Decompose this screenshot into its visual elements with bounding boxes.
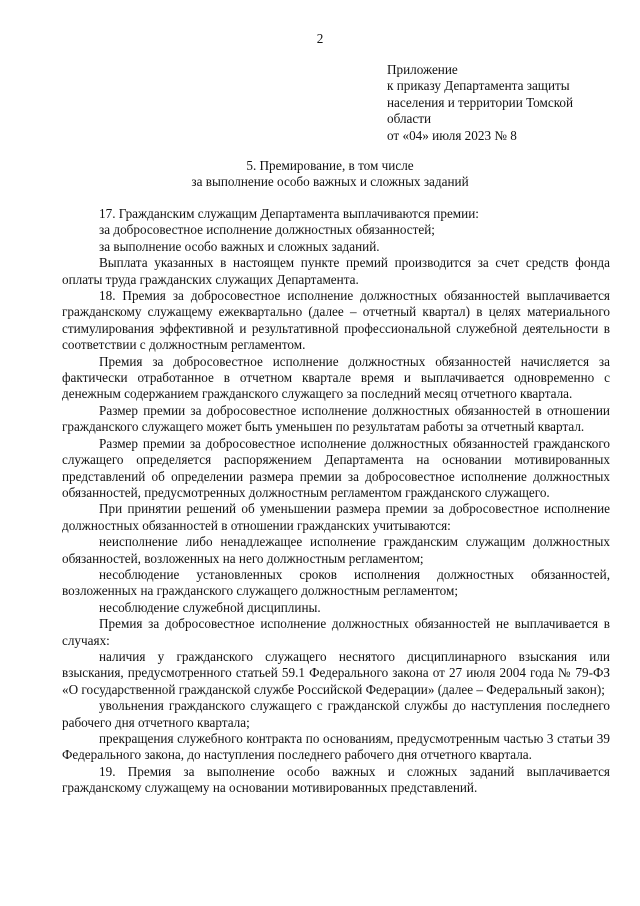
section-title-line: 5. Премирование, в том числе (246, 158, 414, 173)
paragraph: 17. Гражданским служащим Департамента выплачиваются премии: (99, 206, 479, 221)
section-heading (90, 158, 570, 191)
paragraph: несоблюдение установленных сроков исполнения должностных обязанностей, возложенных на гражданского служащего должностным регламентом; (62, 566, 610, 599)
document-body (62, 206, 610, 797)
paragraph: Выплата указанных в настоящем пункте премий производится за счет средств фонда оплаты труда гражданских служащих Департамента. (62, 255, 610, 287)
paragraph: наличия у гражданского служащего неснятого дисциплинарного взыскания или взыскания, предусмотренного статьей 59.1 Федерального закона от 27 июля 2004 года № 79-ФЗ «О государственной гражданской службе Российской Федерации» (далее – Федеральный закон); (62, 648, 610, 697)
paragraph: Размер премии за добросовестное исполнение должностных обязанностей в отношении гражданского служащего может быть уменьшен по результатам работы за отчетный квартал. (62, 402, 610, 435)
paragraph: несоблюдение служебной дисциплины. (99, 599, 321, 615)
paragraph: прекращения служебного контракта по основаниям, предусмотренным частью 3 статьи 39 Федерального закона, до наступления последнего рабочего дня отчетного квартала. (62, 731, 610, 763)
paragraph: Премия за добросовестное исполнение должностных обязанностей начисляется за фактически отработанное в отчетном квартале время и выплачивается одновременно с денежным содержанием гражданского служащего за последний месяц отчетного квартала. (62, 353, 610, 402)
paragraph: увольнения гражданского служащего с гражданской службы до наступления последнего рабочего дня отчетного квартала; (62, 698, 610, 730)
appendix-block (387, 62, 627, 144)
paragraph: неисполнение либо ненадлежащее исполнение гражданским служащим должностных обязанностей, возложенных на него должностным регламентом; (62, 534, 610, 566)
appendix-line: к приказу Департамента защиты (387, 78, 570, 94)
paragraph: за добросовестное исполнение должностных обязанностей; (99, 222, 435, 238)
section-title-line: за выполнение особо важных и сложных заданий (191, 174, 469, 190)
appendix-line: от «04» июля 2023 № 8 (387, 127, 517, 143)
page-number: 2 (316, 31, 324, 46)
appendix-line: Приложение (387, 62, 458, 77)
paragraph: 19. Премия за выполнение особо важных и сложных заданий выплачивается гражданскому служащему на основании мотивированных представлений. (62, 763, 610, 796)
appendix-line: области (387, 111, 432, 127)
paragraph: за выполнение особо важных и сложных заданий. (99, 238, 380, 254)
appendix-line: населения и территории Томской (387, 94, 574, 110)
paragraph: При принятии решений об уменьшении размера премии за добросовестное исполнение должностных обязанностей в отношении гражданских учитываются: (62, 501, 610, 533)
paragraph: 18. Премия за добросовестное исполнение должностных обязанностей выплачивается гражданскому служащему ежеквартально (далее – отчетный квартал) в целях материального стимулирования эффективной и результативной профессиональной служебной деятельности в соответствии с должностным регламентом. (62, 288, 610, 353)
paragraph: Размер премии за добросовестное исполнение должностных обязанностей гражданского служащего определяется распоряжением Департамента на основании мотивированных представлений об определении размера премии за добросовестное исполнение должностных обязанностей, предусмотренных должностным регламентом гражданского служащего. (62, 435, 610, 500)
paragraph: Премия за добросовестное исполнение должностных обязанностей не выплачивается в случаях: (62, 616, 610, 648)
